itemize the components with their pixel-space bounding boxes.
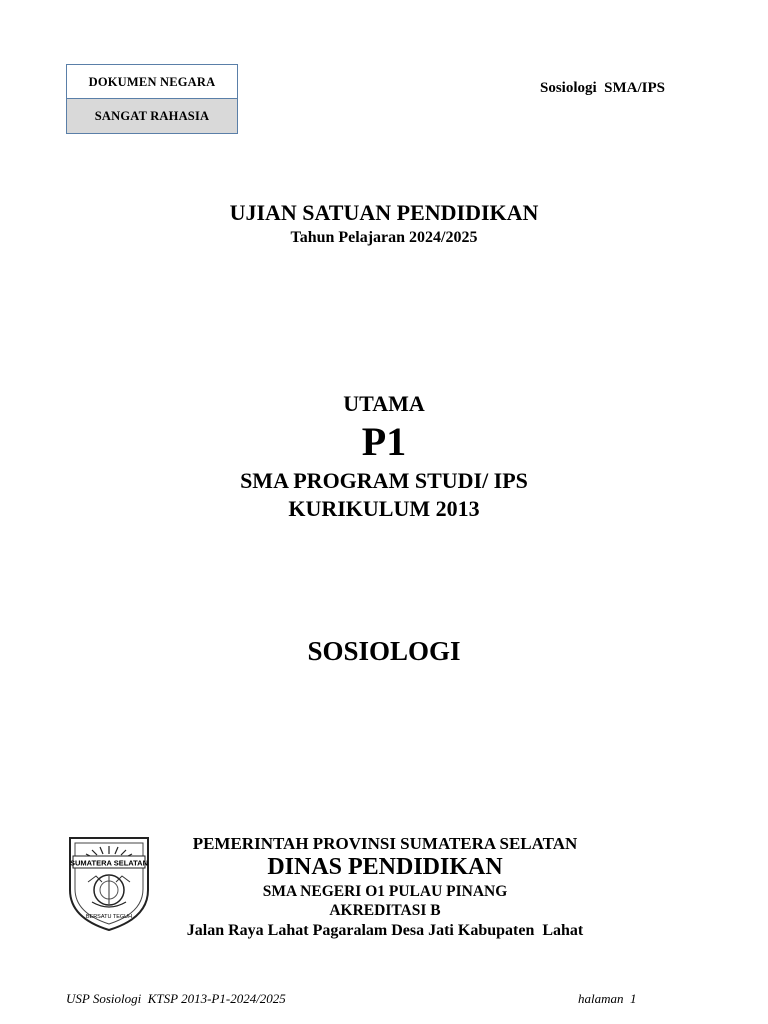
emblem-motto: BERSATU TEGUH bbox=[85, 914, 133, 920]
org-government: PEMERINTAH PROVINSI SUMATERA SELATAN bbox=[192, 834, 578, 853]
footer-page-number: halaman 1 bbox=[578, 991, 637, 1006]
exam-code: P1 bbox=[361, 419, 407, 464]
org-accreditation: AKREDITASI B bbox=[329, 902, 441, 919]
exam-type: UTAMA bbox=[343, 391, 425, 416]
org-school: SMA NEGERI O1 PULAU PINANG bbox=[262, 883, 508, 900]
exam-year: Tahun Pelajaran 2024/2025 bbox=[290, 229, 478, 246]
exam-title: UJIAN SATUAN PENDIDIKAN bbox=[229, 200, 539, 225]
classification-bottom: SANGAT RAHASIA bbox=[67, 99, 237, 133]
subject-header: Sosiologi SMA/IPS bbox=[540, 80, 666, 96]
org-department: DINAS PENDIDIKAN bbox=[267, 854, 503, 880]
org-address: Jalan Raya Lahat Pagaralam Desa Jati Kabupaten Lahat bbox=[186, 922, 584, 939]
classification-box bbox=[66, 64, 238, 134]
footer-doc-code: USP Sosiologi KTSP 2013-P1-2024/2025 bbox=[66, 991, 286, 1006]
exam-program: SMA PROGRAM STUDI/ IPS bbox=[240, 468, 528, 493]
emblem-banner-text: SUMATERA SELATAN bbox=[69, 858, 149, 868]
classification-top: DOKUMEN NEGARA bbox=[67, 65, 237, 99]
sumatera-selatan-emblem-icon bbox=[66, 832, 152, 932]
exam-curriculum: KURIKULUM 2013 bbox=[288, 496, 480, 521]
exam-subject: SOSIOLOGI bbox=[307, 636, 461, 666]
